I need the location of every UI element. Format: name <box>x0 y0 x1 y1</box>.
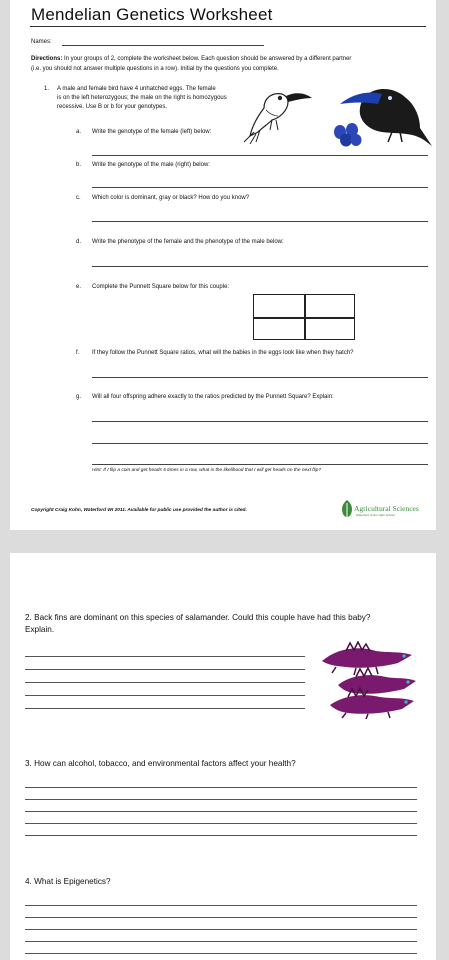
q-a-letter: a. <box>76 129 82 135</box>
gray-bird <box>244 93 312 144</box>
q-c-letter: c. <box>76 195 81 201</box>
answer-line-g-1[interactable] <box>92 421 428 422</box>
q-c-text: Which color is dominant, gray or black? How do you know? <box>92 195 250 201</box>
directions-text-1: In your groups of 2, complete the worksheet below. Each question should be answered by a different partner <box>64 56 352 62</box>
worksheet-page-2 <box>10 553 436 960</box>
q-b-text: Write the genotype of the male (right) below: <box>92 162 210 168</box>
answer-line-c[interactable] <box>92 221 428 222</box>
answer-line-q2-2[interactable] <box>25 669 305 670</box>
title-underline <box>30 26 426 27</box>
q-d-text: Write the phenotype of the female and the phenotype of the male below: <box>92 239 284 245</box>
q-f-text: If they follow the Punnett Square ratios, what will the babies in the eggs look like when they hatch? <box>92 350 354 356</box>
answer-line-g-2[interactable] <box>92 443 428 444</box>
q-g-letter: g. <box>76 394 82 400</box>
answer-line-q3-1[interactable] <box>25 787 417 788</box>
answer-line-q3-5[interactable] <box>25 835 417 836</box>
answer-line-q4-2[interactable] <box>25 917 417 918</box>
blue-eggs <box>334 123 362 147</box>
answer-line-q4-4[interactable] <box>25 941 417 942</box>
answer-line-f[interactable] <box>92 377 428 378</box>
q2-text-1: 2. Back fins are dominant on this species of salamander. Could this couple have had this baby? <box>25 613 371 622</box>
answer-line-q4-3[interactable] <box>25 929 417 930</box>
answer-line-q3-4[interactable] <box>25 823 417 824</box>
directions-line-2: (i.e. you should not answer multiple questions in a row). Initial by the questions you complete. <box>31 66 279 72</box>
worksheet-page-1 <box>10 0 436 530</box>
q2-text-2: Explain. <box>25 625 55 634</box>
q1-text-2: is on the left heterozygous; the male on the right is homozygous <box>57 95 227 101</box>
q-a-text: Write the genotype of the female (left) below: <box>92 129 212 135</box>
logo-subtext: Waterford Union High School <box>356 513 395 517</box>
q-e-letter: e. <box>76 284 82 290</box>
q4-text: 4. What is Epigenetics? <box>25 877 111 886</box>
names-line[interactable] <box>62 45 264 46</box>
answer-line-b[interactable] <box>92 187 428 188</box>
directions-line-1 <box>31 55 351 64</box>
q-g-text: Will all four offspring adhere exactly to the ratios predicted by the Punnett Square? Explain: <box>92 394 334 400</box>
logo-leaf-icon <box>340 499 354 519</box>
answer-line-q3-2[interactable] <box>25 799 417 800</box>
answer-line-q4-1[interactable] <box>25 905 417 906</box>
logo-text: Agricultural Sciences <box>354 504 419 513</box>
answer-line-q4-5[interactable] <box>25 953 417 954</box>
salamander-illustration <box>316 641 418 719</box>
q-f-letter: f. <box>76 350 80 356</box>
hint-text: Hint: If I flip a coin and get heads 5 times in a row, what is the likelihood that I will get heads on the next flip? <box>92 468 322 473</box>
directions-label: Directions: <box>31 56 63 62</box>
q3-text: 3. How can alcohol, tobacco, and environmental factors affect your health? <box>25 759 296 768</box>
answer-line-q2-1[interactable] <box>25 656 305 657</box>
punnett-divider-horizontal <box>254 317 354 319</box>
answer-line-g-3[interactable] <box>92 464 428 465</box>
answer-line-q3-3[interactable] <box>25 811 417 812</box>
q-e-text: Complete the Punnett Square below for this couple: <box>92 284 230 290</box>
q1-number: 1. <box>44 86 50 92</box>
page-title: Mendelian Genetics Worksheet <box>31 5 273 24</box>
birds-illustration <box>242 80 434 148</box>
answer-line-a[interactable] <box>92 155 428 156</box>
copyright-text: Copyright Craig Kohn, Waterford WI 2011. Available for public use provided the author is cited. <box>31 508 247 513</box>
answer-line-d[interactable] <box>92 266 428 267</box>
answer-line-q2-4[interactable] <box>25 695 305 696</box>
q-d-letter: d. <box>76 239 82 245</box>
q1-text-3: recessive. Use B or b for your genotypes. <box>57 104 168 110</box>
q1-text-1: A male and female bird have 4 unhatched eggs. The female <box>57 86 216 92</box>
q-b-letter: b. <box>76 162 82 168</box>
answer-line-q2-3[interactable] <box>25 682 305 683</box>
answer-line-q2-5[interactable] <box>25 708 305 709</box>
names-label: Names: <box>31 39 52 45</box>
punnett-square[interactable] <box>253 294 355 340</box>
